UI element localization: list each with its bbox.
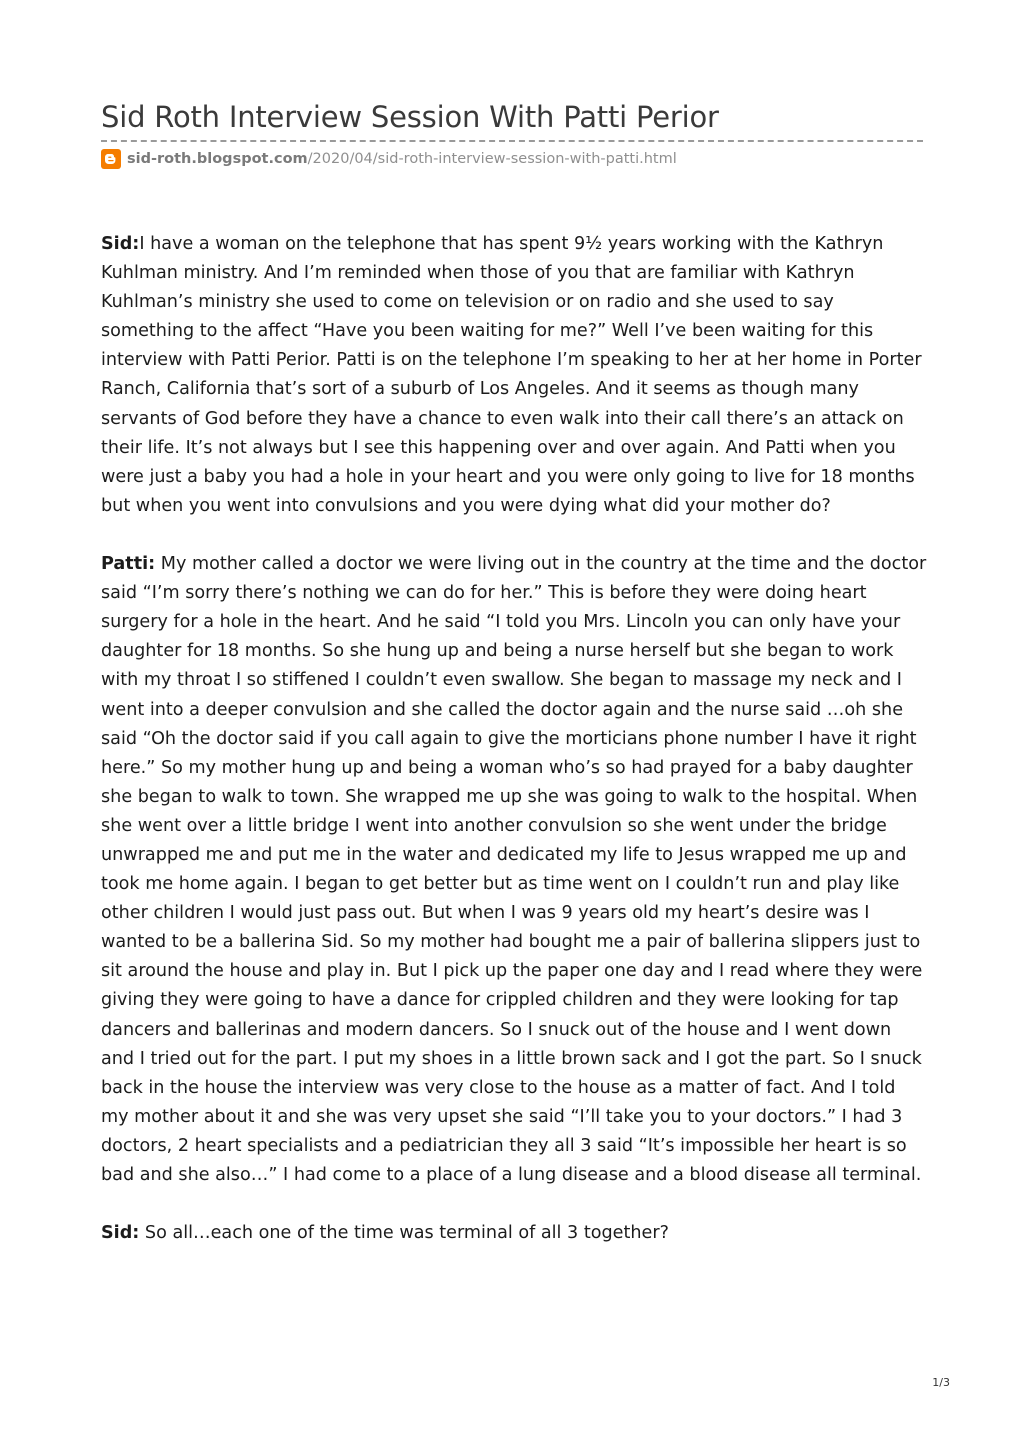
speaker-label: Patti:	[101, 554, 156, 575]
source-url[interactable]	[101, 148, 677, 170]
title-divider	[101, 140, 923, 142]
speaker-label: Sid:	[101, 1223, 140, 1244]
source-path[interactable]: /2020/04/sid-roth-interview-session-with-patti.html	[307, 151, 677, 167]
paragraph-2	[101, 550, 927, 1190]
paragraph-text: My mother called a doctor we were living out in the country at the time and the doctor said “I’m sorry there’s nothing we can do for her.” This is before they were doing heart surgery for a hole in the heart. And he said “I told you Mrs. Lincoln you can only have your daughter for 18 months. So she hung up and being a nurse herself but she began to work with my throat I so stiffened I couldn’t even swallow. She began to massage my neck and I went into a deeper convulsion and she called the doctor again and the nurse said …oh she said “Oh the doctor said if you call again to give the morticians phone number I have it right here.” So my mother hung up and being a woman who’s so had prayed for a baby daughter she began to walk to town. She wrapped me up she was going to walk to the hospital. When she went over a little bridge I went into another convulsion so she went under the bridge unwrapped me and put me in the water and dedicated my life to Jesus wrapped me up and took me home again. I began to get better but as time went on I couldn’t run and play like other children I would just pass out. But when I was 9 years old my heart’s desire was I wanted to be a ballerina Sid. So my mother had bought me a pair of ballerina slippers just to sit around the house and play in. But I pick up the paper one day and I read where they were giving they were going to have a dance for crippled children and they were looking for tap dancers and ballerinas and modern dancers. So I snuck out of the house and I went down and I tried out for the part. I put my shoes in a little brown sack and I got the part. So I snuck back in the house the interview was very close to the house as a matter of fact. And I told my mother about it and she was very upset she said “I’ll take you to your doctors.” I had 3 doctors, 2 heart specialists and a pediatrician they all 3 said “It’s impossible her heart is so bad and she also…” I had come to a place of a lung disease and a blood disease all terminal.	[101, 554, 927, 1185]
article-body	[101, 230, 927, 1277]
page-title: Sid Roth Interview Session With Patti Perior	[101, 100, 719, 134]
speaker-label: Sid:	[101, 234, 140, 254]
paragraph-text: So all…each one of the time was terminal of all 3 together?	[139, 1223, 669, 1244]
paragraph-text: I have a woman on the telephone that has spent 9½ years working with the Kathryn Kuhlman ministry. And I’m reminded when those of you that are familiar with Kathryn Kuhlman’s ministry she used to come on television or on radio and she used to say something to the affect “Have you been waiting for me?” Well I’ve been waiting for this interview with Patti Perior. Patti is on the telephone I’m speaking to her at her home in Porter Ranch, California that’s sort of a suburb of Los Angeles. And it seems as though many servants of God before they have a chance to even walk into their call there’s an attack on their life. It’s not always but I see this happening over and over again. And Patti when you were just a baby you had a hole in your heart and you were only going to live for 18 months but when you went into convulsions and you were dying what did your mother do?	[101, 234, 922, 516]
source-domain[interactable]: sid-roth.blogspot.com	[127, 151, 308, 167]
paragraph-1	[101, 230, 927, 521]
page-number: 1/3	[932, 1376, 950, 1389]
paragraph-3	[101, 1219, 927, 1248]
blogger-icon	[101, 149, 121, 169]
